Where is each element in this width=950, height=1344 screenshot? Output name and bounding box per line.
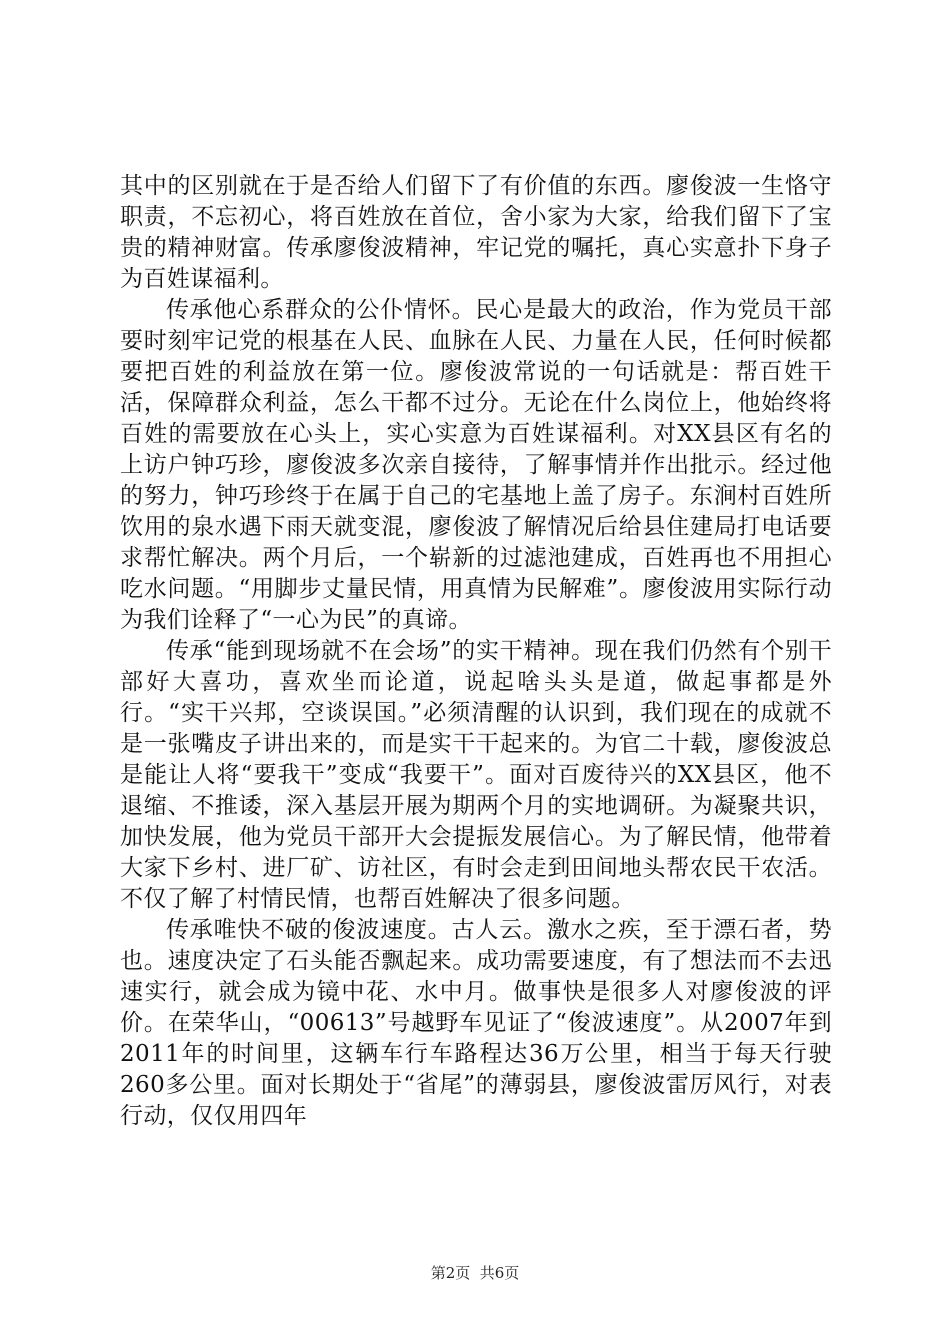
paragraph-2: 传承他心系群众的公仆情怀。民心是最大的政治，作为党员干部要时刻牢记党的根基在人民、血脉在人民、力量在人民，任何时候都要把百姓的利益放在第一位。廖俊波常说的一句话就是：帮百姓干活，保障群众利益，怎么干都不过分。无论在什么岗位上，他始终将百姓的需要放在心头上，实心实意为百姓谋福利。对XX县区有名的上访户钟巧珍，廖俊波多次亲自接待，了解事情并作出批示。经过他的努力，钟巧珍终于在属于自己的宅基地上盖了房子。东涧村百姓所饮用的泉水遇下雨天就变混，廖俊波了解情况后给县住建局打电话要求帮忙解决。两个月后，一个崭新的过滤池建成，百姓再也不用担心吃水问题。“用脚步丈量民情，用真情为民解难”。廖俊波用实际行动为我们诠释了“一心为民”的真谛。 (120, 297, 832, 633)
paragraph-1: 其中的区别就在于是否给人们留下了有价值的东西。廖俊波一生恪守职责，不忘初心，将百姓放在首位，舍小家为大家，给我们留下了宝贵的精神财富。传承廖俊波精神，牢记党的嘱托，真心实意扑下身子为百姓谋福利。 (120, 173, 832, 292)
paragraph-4: 传承唯快不破的俊波速度。古人云。激水之疾，至于漂石者，势也。速度决定了石头能否飘起来。成功需要速度，有了想法而不去迅速实行，就会成为镜中花、水中月。做事快是很多人对廖俊波的评价。在荣华山，“00613”号越野车见证了“俊波速度”。从2007年到2011年的时间里，这辆车行车路程达36万公里，相当于每天行驶260多公里。面对长期处于“省尾”的薄弱县，廖俊波雷厉风行，对表行动，仅仅用四年 (120, 917, 832, 1129)
paragraph-3: 传承“能到现场就不在会场”的实干精神。现在我们仍然有个别干部好大喜功，喜欢坐而论道，说起啥头头是道，做起事都是外行。“实干兴邦，空谈误国。”必须清醒的认识到，我们现在的成就不是一张嘴皮子讲出来的，而是实干干起来的。为官二十载，廖俊波总是能让人将“要我干”变成“我要干”。面对百废待兴的XX县区，他不退缩、不推诿，深入基层开展为期两个月的实地调研。为凝聚共识，加快发展，他为党员干部开大会提振发展信心。为了解民情，他带着大家下乡村、进厂矿、访社区，有时会走到田间地头帮农民干农活。不仅了解了村情民情，也帮百姓解决了很多问题。 (120, 638, 832, 912)
page-number-footer: 第2页 共6页 (430, 1264, 520, 1282)
document-body (120, 171, 832, 1132)
